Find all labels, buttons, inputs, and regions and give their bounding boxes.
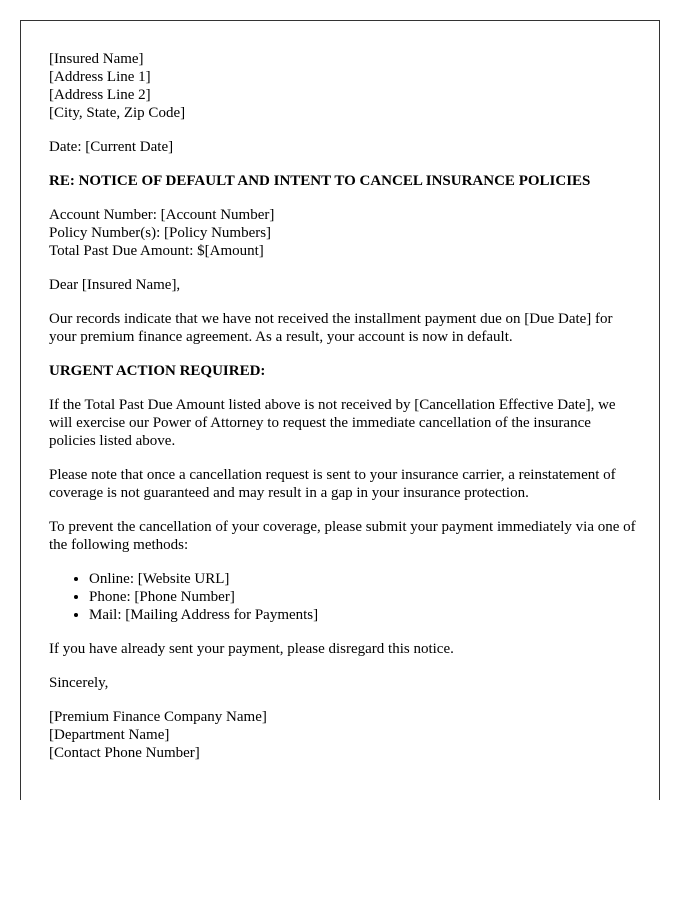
- recipient-name: [Insured Name]: [49, 51, 144, 67]
- disregard-paragraph: If you have already sent your payment, please disregard this notice.: [49, 641, 454, 657]
- city-state-zip: [City, State, Zip Code]: [49, 105, 186, 121]
- department-name: [Department Name]: [49, 727, 170, 743]
- account-info-block: [49, 206, 639, 260]
- contact-phone: [Contact Phone Number]: [49, 745, 200, 761]
- payment-methods-list: [49, 570, 639, 624]
- urgent-action-heading: URGENT ACTION REQUIRED:: [49, 363, 266, 379]
- salutation: Dear [Insured Name],: [49, 277, 181, 293]
- address-line-2: [Address Line 2]: [49, 87, 151, 103]
- recipient-address-block: [49, 50, 639, 122]
- closing-line: Sincerely,: [49, 675, 109, 691]
- letter-page: [20, 20, 660, 800]
- prevent-cancellation-paragraph: To prevent the cancellation of your coverage, please submit your payment immediately via one of the following methods:: [49, 519, 636, 553]
- default-paragraph: Our records indicate that we have not received the installment payment due on [Due Date] for your premium finance agreement. As a result, your account is now in default.: [49, 311, 613, 345]
- letter-body: [49, 50, 639, 778]
- payment-method-mail: • Mail: [Mailing Address for Payments]: [89, 606, 639, 624]
- company-name: [Premium Finance Company Name]: [49, 709, 267, 725]
- account-number: Account Number: [Account Number]: [49, 207, 275, 223]
- subject-line: RE: NOTICE OF DEFAULT AND INTENT TO CANCEL INSURANCE POLICIES: [49, 173, 591, 189]
- policy-numbers: Policy Number(s): [Policy Numbers]: [49, 225, 272, 241]
- date-line: Date: [Current Date]: [49, 139, 174, 155]
- signature-block: [49, 708, 639, 762]
- reinstatement-paragraph: Please note that once a cancellation request is sent to your insurance carrier, a reinstatement of coverage is not guaranteed and may result in a gap in your insurance protection.: [49, 467, 616, 501]
- cancellation-paragraph: If the Total Past Due Amount listed above is not received by [Cancellation Effective Date], we will exercise our Power of Attorney to request the immediate cancellation of the insurance policies listed above.: [49, 397, 616, 449]
- payment-method-online: • Online: [Website URL]: [89, 570, 639, 588]
- past-due-amount: Total Past Due Amount: $[Amount]: [49, 243, 264, 259]
- payment-method-phone: • Phone: [Phone Number]: [89, 588, 639, 606]
- address-line-1: [Address Line 1]: [49, 69, 151, 85]
